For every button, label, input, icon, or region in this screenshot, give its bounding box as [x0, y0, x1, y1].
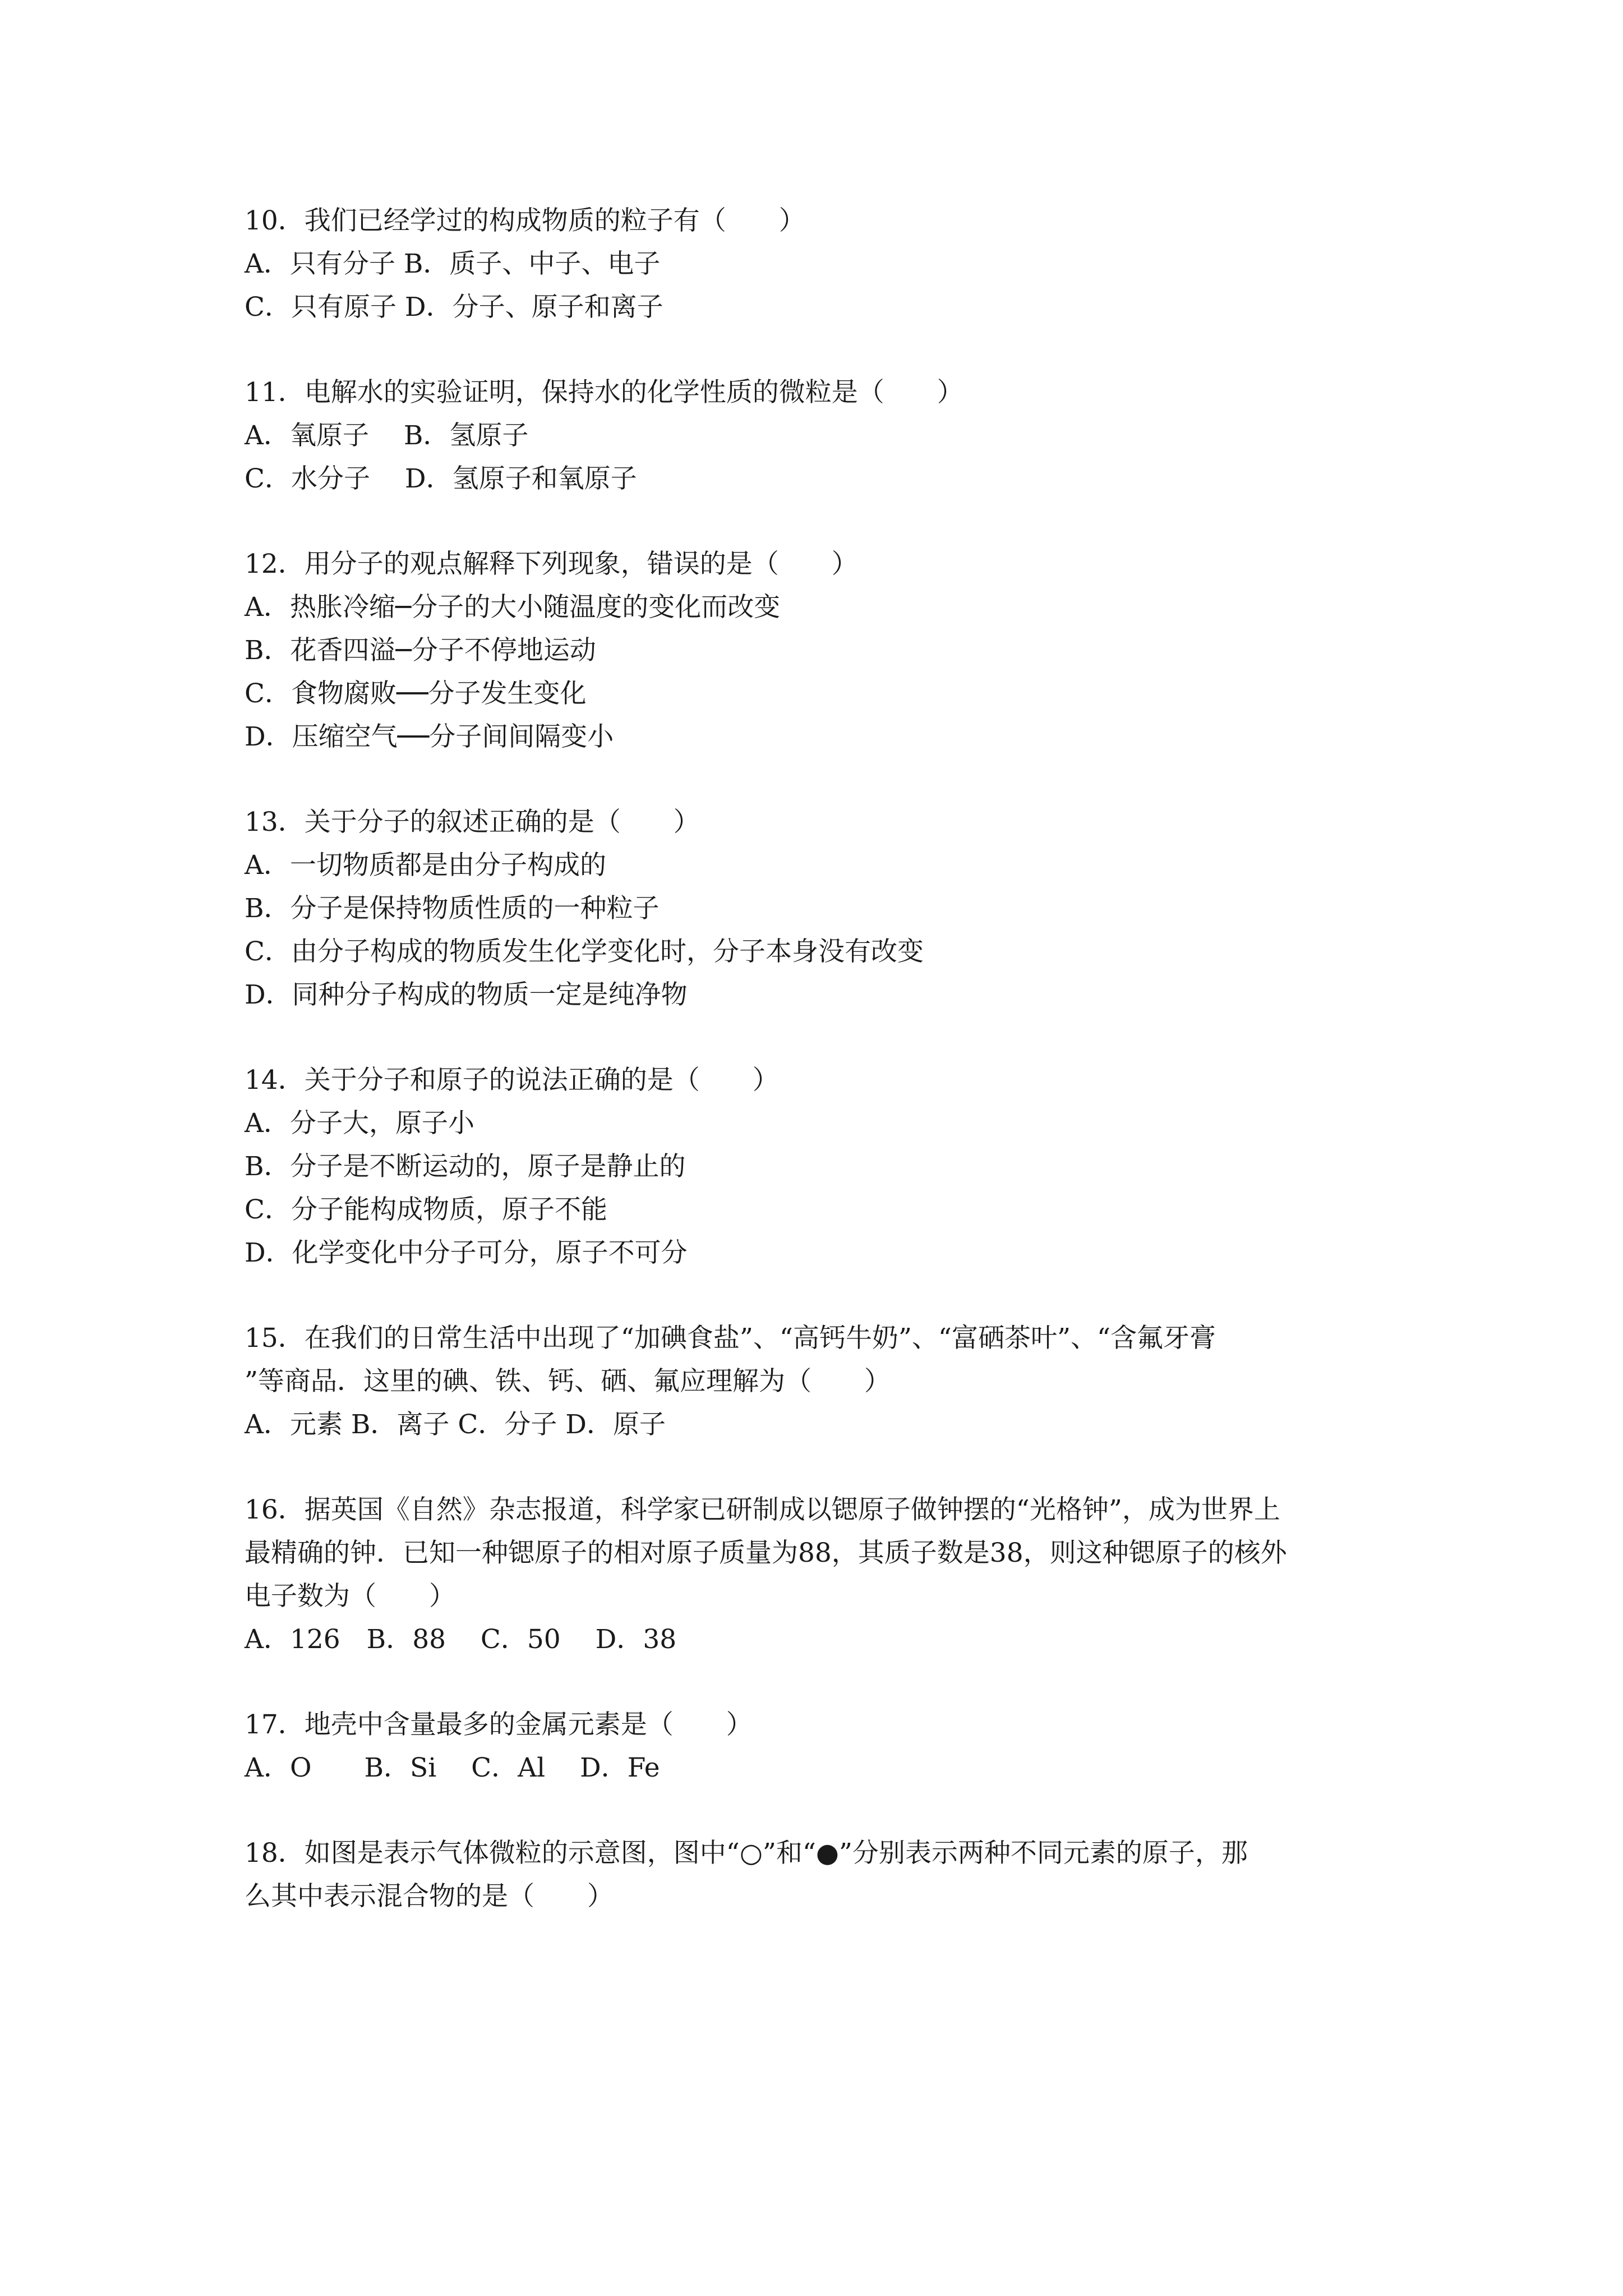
option-line: C．只有原子 D．分子、原子和离子: [245, 292, 663, 323]
option-line: C．由分子构成的物质发生化学变化时，分子本身没有改变: [245, 936, 924, 967]
question-stem-line: 18．如图是表示气体微粒的示意图，图中“○”和“●”分别表示两种不同元素的原子，那: [245, 1838, 1248, 1869]
option-line: D．同种分子构成的物质一定是纯净物: [245, 979, 688, 1010]
question-list: [245, 199, 1394, 1960]
question-14: [245, 1059, 1394, 1274]
question-stem: 17．地壳中含量最多的金属元素是（ ）: [245, 1709, 753, 1740]
option-line: B．分子是保持物质性质的一种粒子: [245, 893, 660, 924]
question-stem-line: ”等商品．这里的碘、铁、钙、硒、氟应理解为（ ）: [245, 1366, 891, 1397]
question-stem-line: 最精确的钟．已知一种锶原子的相对原子质量为88，其质子数是38，则这种锶原子的核外: [245, 1538, 1287, 1568]
question-18: [245, 1832, 1394, 1918]
question-stem-line: 么其中表示混合物的是（ ）: [245, 1881, 614, 1912]
option-line: A．热胀冷缩─分子的大小随温度的变化而改变: [245, 592, 781, 623]
question-stem-line: 电子数为（ ）: [245, 1581, 455, 1612]
option-line: A．元素 B．离子 C．分子 D．原子: [245, 1409, 666, 1440]
option-line: D．化学变化中分子可分，原子不可分: [245, 1237, 688, 1268]
option-line: C．分子能构成物质，原子不能: [245, 1194, 607, 1225]
question-11: [245, 371, 1394, 500]
question-10: [245, 199, 1394, 329]
option-line: A．氧原子 B．氢原子: [245, 420, 529, 451]
question-stem: 12．用分子的观点解释下列现象，错误的是（ ）: [245, 549, 858, 579]
question-13: [245, 800, 1394, 1016]
option-line: C．食物腐败──分子发生变化: [245, 678, 587, 709]
option-line: A．分子大，原子小: [245, 1108, 474, 1139]
question-12: [245, 542, 1394, 758]
option-line: A．126 B．88 C．50 D．38: [245, 1624, 677, 1655]
option-line: A．一切物质都是由分子构成的: [245, 850, 606, 881]
question-16: [245, 1488, 1394, 1661]
option-line: B．花香四溢─分子不停地运动: [245, 635, 596, 666]
option-line: A．只有分子 B．质子、中子、电子: [245, 249, 661, 279]
question-stem-line: 16．据英国《自然》杂志报道，科学家已研制成以锶原子做钟摆的“光格钟”，成为世界上: [245, 1494, 1280, 1525]
option-line: C．水分子 D．氢原子和氧原子: [245, 463, 637, 494]
question-17: [245, 1703, 1394, 1789]
question-15: [245, 1317, 1394, 1446]
option-line: B．分子是不断运动的，原子是静止的: [245, 1151, 686, 1182]
question-stem-line: 15．在我们的日常生活中出现了“加碘食盐”、“高钙牛奶”、“富硒茶叶”、“含氟牙膏: [245, 1323, 1216, 1354]
question-stem: 10．我们已经学过的构成物质的粒子有（ ）: [245, 205, 805, 236]
option-line: D．压缩空气──分子间间隔变小: [245, 721, 614, 752]
question-stem: 14．关于分子和原子的说法正确的是（ ）: [245, 1065, 779, 1096]
option-line: A．O B．Si C．Al D．Fe: [245, 1752, 660, 1783]
question-stem: 11．电解水的实验证明，保持水的化学性质的微粒是（ ）: [245, 377, 963, 408]
question-stem: 13．关于分子的叙述正确的是（ ）: [245, 807, 700, 838]
